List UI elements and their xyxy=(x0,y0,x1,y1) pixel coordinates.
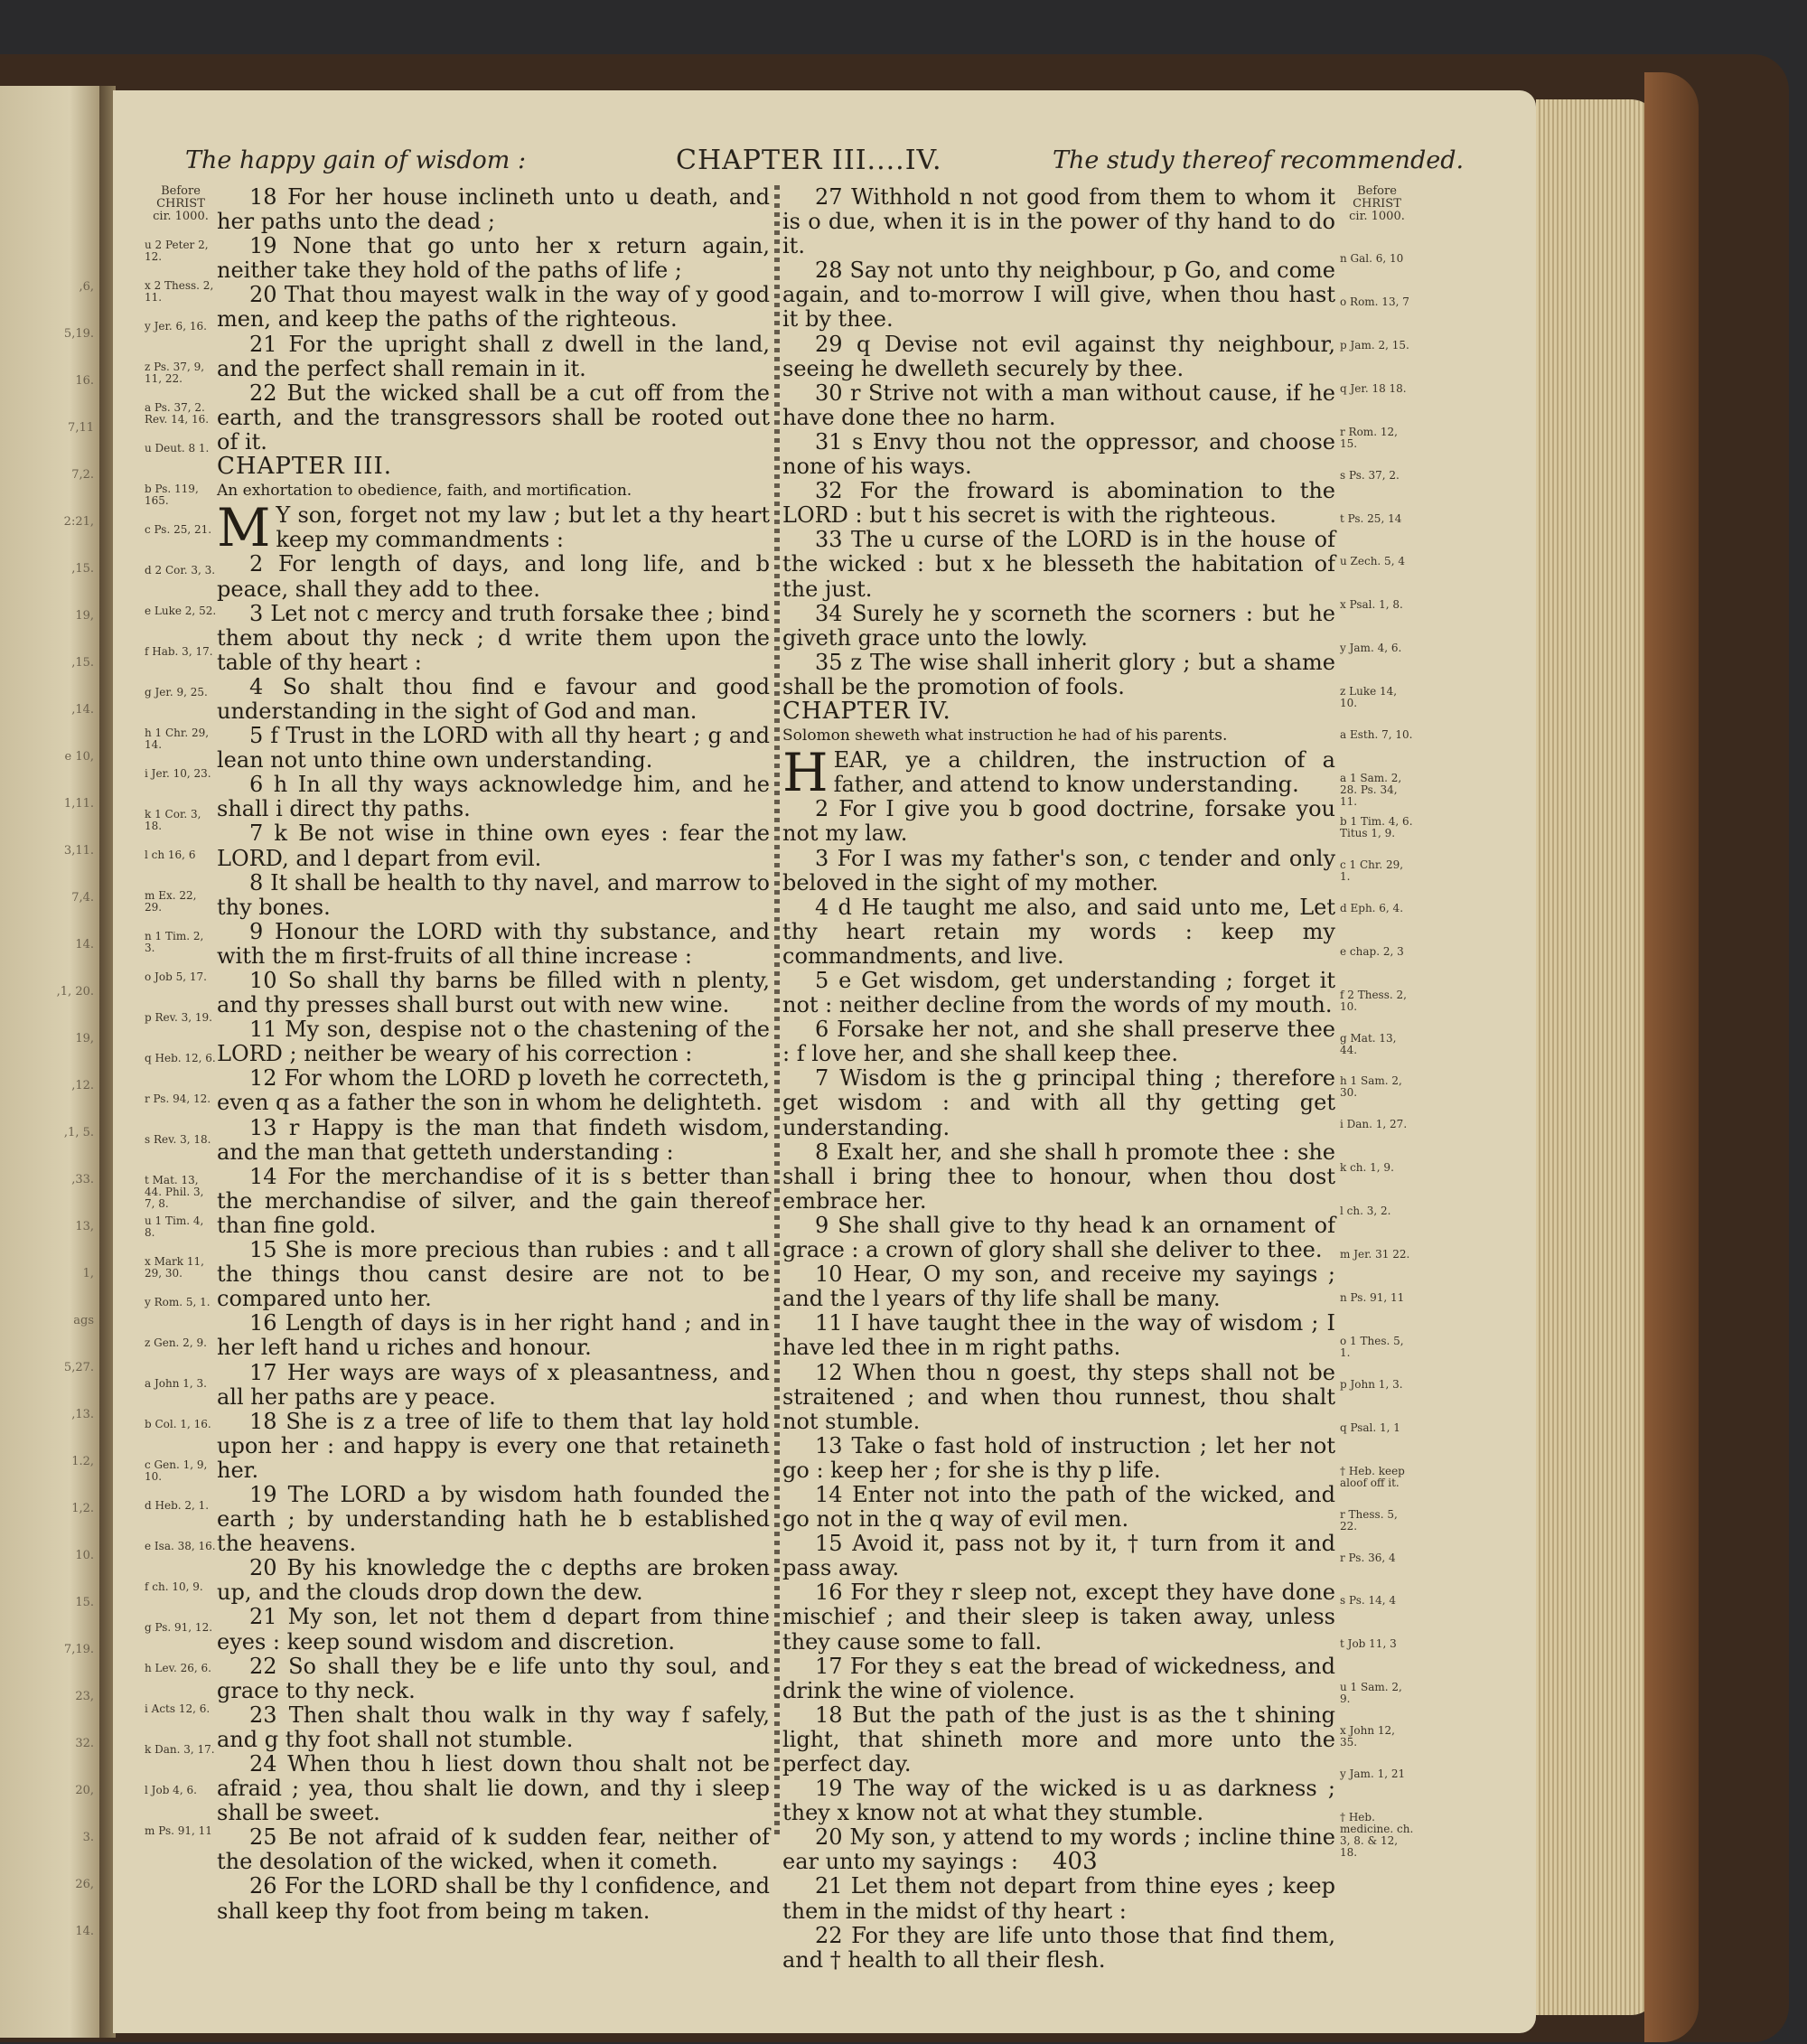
margin-reference: s Rev. 3, 18. xyxy=(145,1133,211,1146)
margin-reference: c Ps. 25, 21. xyxy=(145,523,212,536)
margin-reference: t Ps. 25, 14 xyxy=(1340,511,1402,525)
verse: 31 s Envy thou not the oppressor, and choose none of his ways. xyxy=(782,428,1335,480)
margin-reference: e Isa. 38, 16. xyxy=(145,1540,216,1552)
margin-reference: g Mat. 13, 44. xyxy=(1340,1031,1397,1056)
chapter-summary: An exhortation to obedience, faith, and mortification. xyxy=(217,482,632,501)
margin-reference: b 1 Tim. 4, 6. Titus 1, 9. xyxy=(1340,814,1413,839)
verse-text: EAR, ye a children, the instruction of a father, and attend to know understanding. xyxy=(833,747,1335,798)
verse: 3 Let not c mercy and truth forsake thee ; bind them about thy neck ; d write them upon the table of thy heart : xyxy=(217,600,770,675)
margin-reference: q Jer. 18 18. xyxy=(1340,381,1407,395)
chapter-title: CHAPTER IV. xyxy=(782,697,951,725)
left-page-edge-fragment: ,13. xyxy=(71,1408,94,1421)
verse: 18 For her house inclineth unto u death, and her paths unto the dead ; xyxy=(217,184,770,235)
before-christ-line: CHRIST xyxy=(156,197,205,211)
margin-reference: z Gen. 2, 9. xyxy=(145,1336,207,1349)
verse: 18 She is z a tree of life to them that lay hold upon her : and happy is every one that retaineth her. xyxy=(217,1408,770,1483)
margin-reference: r Rom. 12, 15. xyxy=(1340,425,1398,450)
verse-first xyxy=(217,497,770,559)
margin-reference: s Ps. 37, 2. xyxy=(1340,468,1400,482)
margin-notes-right xyxy=(1340,184,1414,1859)
left-page-edge-fragment: 7,11 xyxy=(68,421,94,435)
left-page-edge-fragment: ,33. xyxy=(71,1173,94,1186)
margin-reference: u 2 Peter 2, 12. xyxy=(145,239,209,263)
margin-reference: † Heb. medicine. ch. 3, 8. & 12, 18. xyxy=(1340,1811,1414,1859)
margin-reference: x 2 Thess. 2, 11. xyxy=(145,279,214,304)
left-page-edge-fragment: ,1, 20. xyxy=(56,985,94,999)
margin-reference: u Deut. 8 1. xyxy=(145,442,210,455)
left-page-edge-fragment: ,15. xyxy=(71,562,94,576)
margin-reference: i Jer. 10, 23. xyxy=(145,767,211,780)
left-page-edge-fragment: 1, xyxy=(82,1267,94,1280)
left-page-edge-fragment: 1.2, xyxy=(71,1455,94,1468)
left-page-edge-fragment: 5,27. xyxy=(63,1361,94,1374)
margin-reference: x Psal. 1, 8. xyxy=(1340,598,1403,612)
margin-reference: i Acts 12, 6. xyxy=(145,1702,211,1715)
left-page-edge-fragment: 7,19. xyxy=(63,1643,94,1656)
verse: 15 Avoid it, pass not by it, † turn from it and pass away. xyxy=(782,1531,1335,1581)
verse: 12 For whom the LORD p loveth he correcteth, even q as a father the son in whom he delighteth. xyxy=(217,1065,770,1116)
verse: 22 For they are life unto those that find them, and † health to all their flesh. xyxy=(782,1922,1335,1973)
margin-reference: s Ps. 14, 4 xyxy=(1340,1594,1397,1608)
margin-notes-left xyxy=(145,184,217,1837)
margin-reference: f 2 Thess. 2, 10. xyxy=(1340,988,1407,1013)
verse: 21 For the upright shall z dwell in the land, and the perfect shall remain in it. xyxy=(217,331,770,381)
before-christ-line: Before xyxy=(1357,184,1397,198)
verse: 2 For I give you b good doctrine, forsake you not my law. xyxy=(782,796,1335,847)
left-page-edge-fragment: 7,4. xyxy=(71,891,94,905)
verse: 10 Hear, O my son, and receive my sayings ; and the l years of thy life shall be many. xyxy=(782,1261,1335,1312)
left-page-edge-fragment: 7,2. xyxy=(71,468,94,482)
margin-reference: n Gal. 6, 10 xyxy=(1340,252,1404,265)
margin-reference: x Mark 11, 29, 30. xyxy=(145,1255,204,1280)
left-page-edge-fragment: 26, xyxy=(75,1878,94,1891)
margin-reference: y Jam. 1, 21 xyxy=(1340,1767,1406,1781)
margin-reference: c 1 Chr. 29, 1. xyxy=(1340,858,1404,883)
margin-reference: f ch. 10, 9. xyxy=(145,1580,203,1593)
margin-reference: y Jam. 4, 6. xyxy=(1340,642,1402,655)
margin-reference: n 1 Tim. 2, 3. xyxy=(145,930,204,954)
margin-reference: z Luke 14, 10. xyxy=(1340,685,1398,710)
verse: 18 But the path of the just is as the t shining light, that shineth more and more unto the perfect day. xyxy=(782,1702,1335,1777)
margin-reference: m Ps. 91, 11 xyxy=(145,1824,212,1837)
column-divider xyxy=(774,185,780,1839)
margin-reference: e chap. 2, 3 xyxy=(1340,944,1404,958)
page-edges xyxy=(1536,99,1658,2015)
margin-reference: f Hab. 3, 17. xyxy=(145,645,213,658)
verse: 7 Wisdom is the g principal thing ; therefore get wisdom : and with all thy getting get understanding. xyxy=(782,1065,1335,1140)
left-page-edge-fragment: 14. xyxy=(75,1925,94,1938)
margin-reference: a 1 Sam. 2, 28. Ps. 34, 11. xyxy=(1340,772,1402,808)
margin-reference: l ch. 3, 2. xyxy=(1340,1205,1391,1218)
verse: 9 Honour the LORD with thy substance, and with the m first-fruits of all thine increase : xyxy=(217,918,770,969)
verse: 10 So shall thy barns be filled with n plenty, and thy presses shall burst out with new wine. xyxy=(217,968,770,1018)
verse: 32 For the froward is abomination to the LORD : but t his secret is with the righteous. xyxy=(782,478,1335,529)
left-page-edge-fragment: 13, xyxy=(75,1220,94,1233)
verse: 14 Enter not into the path of the wicked, and go not in the q way of evil men. xyxy=(782,1481,1335,1533)
verse: 20 That thou mayest walk in the way of y good men, and keep the paths of the righteous. xyxy=(217,282,770,333)
verse: 26 For the LORD shall be thy l confidence, and shall keep thy foot from being m taken. xyxy=(217,1873,770,1924)
left-page-edge-fragment: ,15. xyxy=(71,656,94,670)
margin-reference: r Ps. 36, 4 xyxy=(1340,1551,1396,1564)
margin-reference: a Esth. 7, 10. xyxy=(1340,728,1413,742)
verse: 35 z The wise shall inherit glory ; but a shame shall be the promotion of fools. xyxy=(782,649,1335,699)
verse: 7 k Be not wise in thine own eyes : fear the LORD, and l depart from evil. xyxy=(217,820,770,871)
text-column-right xyxy=(782,185,1335,1973)
verse: 8 Exalt her, and she shall h promote thee : she shall i bring thee to honour, when thou dost embrace her. xyxy=(782,1139,1335,1214)
verse: 21 My son, let not them d depart from thine eyes : keep sound wisdom and discretion. xyxy=(217,1604,770,1655)
verse: 22 So shall they be e life unto thy soul, and grace to thy neck. xyxy=(217,1653,770,1703)
before-christ-note xyxy=(145,185,217,223)
margin-reference: o Rom. 13, 7 xyxy=(1340,295,1409,308)
verse: 13 Take o fast hold of instruction ; let her not go : keep her ; for she is thy p life. xyxy=(782,1432,1335,1483)
margin-reference: h 1 Sam. 2, 30. xyxy=(1340,1074,1402,1100)
verse: 33 The u curse of the LORD is in the house of the wicked : but x he blesseth the habitation of the just. xyxy=(782,527,1335,602)
left-page-edge-fragment: 2:21, xyxy=(63,515,94,529)
margin-reference: l Job 4, 6. xyxy=(145,1784,197,1796)
left-page-edge-fragment: e 10, xyxy=(64,750,94,764)
margin-reference: g Ps. 91, 12. xyxy=(145,1621,213,1634)
page-number: 403 xyxy=(1053,1848,1098,1875)
margin-reference: u 1 Sam. 2, 9. xyxy=(1340,1681,1402,1706)
before-christ-line: CHRIST xyxy=(1353,197,1401,211)
margin-reference: r Ps. 94, 12. xyxy=(145,1092,211,1105)
margin-reference: o Job 5, 17. xyxy=(145,970,207,983)
verse: 28 Say not unto thy neighbour, p Go, and come again, and to-morrow I will give, when thou hast it by thee. xyxy=(782,258,1335,333)
running-head-chapter: CHAPTER III....IV. xyxy=(676,145,942,176)
margin-reference: b Col. 1, 16. xyxy=(145,1418,211,1430)
margin-reference: x John 12, 35. xyxy=(1340,1724,1395,1749)
margin-reference: g Jer. 9, 25. xyxy=(145,686,208,699)
margin-reference: n Ps. 91, 11 xyxy=(1340,1291,1405,1304)
verse: 12 When thou n goest, thy steps shall not be straitened ; and when thou runnest, thou shalt not stumble. xyxy=(782,1359,1335,1434)
before-christ-line: cir. 1000. xyxy=(153,210,209,223)
margin-reference: k Dan. 3, 17. xyxy=(145,1743,215,1756)
margin-reference: b Ps. 119, 165. xyxy=(145,483,199,507)
verse: 11 I have taught thee in the way of wisdom ; I have led thee in m right paths. xyxy=(782,1310,1335,1361)
left-page-edge-fragment: 3,11. xyxy=(63,844,94,858)
margin-reference: u Zech. 5, 4 xyxy=(1340,555,1405,568)
verse: 11 My son, despise not o the chastening of the LORD ; neither be weary of his correction : xyxy=(217,1017,770,1067)
verse: 6 h In all thy ways acknowledge him, and he shall i direct thy paths. xyxy=(217,772,770,822)
margin-reference: e Luke 2, 52. xyxy=(145,605,217,617)
margin-reference: d 2 Cor. 3, 3. xyxy=(145,564,216,577)
margin-reference: z Ps. 37, 9, 11, 22. xyxy=(145,361,205,385)
left-page-edge-fragment: 16. xyxy=(75,374,94,388)
before-christ-line: cir. 1000. xyxy=(1349,210,1405,223)
margin-reference: r Thess. 5, 22. xyxy=(1340,1507,1398,1533)
margin-reference: u 1 Tim. 4, 8. xyxy=(145,1214,204,1239)
margin-reference: y Jer. 6, 16. xyxy=(145,320,207,333)
verse: 2 For length of days, and long life, and b peace, shall they add to thee. xyxy=(217,551,770,602)
margin-reference: p John 1, 3. xyxy=(1340,1377,1403,1391)
margin-reference: h 1 Chr. 29, 14. xyxy=(145,727,210,751)
margin-reference: o 1 Thes. 5, 1. xyxy=(1340,1334,1404,1359)
margin-reference: d Heb. 2, 1. xyxy=(145,1499,210,1512)
chapter-title: CHAPTER III. xyxy=(217,453,393,481)
margin-reference: t Job 11, 3 xyxy=(1340,1637,1397,1651)
running-head-left: The happy gain of wisdom : xyxy=(185,146,527,174)
verse: 19 The LORD a by wisdom hath founded the earth ; by understanding hath he b established the heavens. xyxy=(217,1481,770,1557)
verse: 16 Length of days is in her right hand ; and in her left hand u riches and honour. xyxy=(217,1310,770,1361)
margin-reference: p Jam. 2, 15. xyxy=(1340,338,1409,352)
margin-reference: k ch. 1, 9. xyxy=(1340,1161,1394,1175)
left-page-edge-fragment: ,1, 5. xyxy=(63,1126,94,1139)
verse: 19 None that go unto her x return again, neither take they hold of the paths of life ; xyxy=(217,233,770,284)
left-page-edge-fragment: ags xyxy=(73,1314,94,1327)
margin-reference: m Ex. 22, 29. xyxy=(145,889,197,914)
verse: 5 e Get wisdom, get understanding ; forget it not : neither decline from the words of my mouth. xyxy=(782,968,1335,1018)
running-head-right: The study thereof recommended. xyxy=(1053,146,1465,174)
margin-reference: d Eph. 6, 4. xyxy=(1340,901,1404,914)
before-christ-line: Before xyxy=(161,184,201,198)
verse: 24 When thou h liest down thou shalt not be afraid ; yea, thou shalt lie down, and thy i sleep shall be sweet. xyxy=(217,1751,770,1826)
margin-reference: l ch 16, 6 xyxy=(145,849,196,861)
margin-reference: m Jer. 31 22. xyxy=(1340,1248,1410,1261)
drop-capital: M xyxy=(217,497,271,559)
drop-capital: H xyxy=(782,742,829,804)
verse: 16 For they r sleep not, except they have done mischief ; and their sleep is taken away, unless they cause some to fall. xyxy=(782,1580,1335,1655)
verse: 4 So shalt thou find e favour and good understanding in the sight of God and man. xyxy=(217,673,770,724)
verse: 9 She shall give to thy head k an ornament of grace : a crown of glory shall she deliver to thee. xyxy=(782,1212,1335,1263)
verse: 25 Be not afraid of k sudden fear, neither of the desolation of the wicked, when it cometh. xyxy=(217,1824,770,1875)
verse-text: Y son, forget not my law ; but let a thy heart keep my commandments : xyxy=(276,502,770,553)
verse: 13 r Happy is the man that findeth wisdom, and the man that getteth understanding : xyxy=(217,1114,770,1165)
verse: 17 For they s eat the bread of wickedness, and drink the wine of violence. xyxy=(782,1653,1335,1703)
left-page-edge-fragment: 23, xyxy=(75,1690,94,1703)
verse: 22 But the wicked shall be a cut off from the earth, and the transgressors shall be rooted out of it. xyxy=(217,380,770,455)
verse: 6 Forsake her not, and she shall preserve thee : f love her, and she shall keep thee. xyxy=(782,1017,1335,1067)
verse: 29 q Devise not evil against thy neighbour, seeing he dwelleth securely by thee. xyxy=(782,331,1335,381)
verse: 17 Her ways are ways of x pleasantness, and all her paths are y peace. xyxy=(217,1359,770,1410)
verse: 20 By his knowledge the c depths are broken up, and the clouds drop down the dew. xyxy=(217,1555,770,1606)
verse: 19 The way of the wicked is u as darkness ; they x know not at what they stumble. xyxy=(782,1776,1335,1826)
verse: 15 She is more precious than rubies : and t all the things thou canst desire are not to be compared unto her. xyxy=(217,1237,770,1312)
margin-reference: † Heb. keep aloof off it. xyxy=(1340,1464,1405,1489)
verse: 23 Then shalt thou walk in thy way f safely, and g thy foot shall not stumble. xyxy=(217,1702,770,1752)
left-page-edge-fragment: 14. xyxy=(75,938,94,952)
margin-reference: a Ps. 37, 2. Rev. 14, 16. xyxy=(145,401,210,426)
margin-reference: k 1 Cor. 3, 18. xyxy=(145,808,201,832)
verse: 8 It shall be health to thy navel, and marrow to thy bones. xyxy=(217,869,770,920)
left-page-edge-fragment: 5,19. xyxy=(63,327,94,341)
verse: 4 d He taught me also, and said unto me, Let thy heart retain my words : keep my commandments, and live. xyxy=(782,894,1335,969)
left-page-edge-fragment: 32. xyxy=(75,1737,94,1750)
left-page-edge-fragment: 15. xyxy=(75,1596,94,1609)
margin-reference: y Rom. 5, 1. xyxy=(145,1296,211,1308)
before-christ-note xyxy=(1340,185,1414,223)
verse: 3 For I was my father's son, c tender and only beloved in the sight of my mother. xyxy=(782,845,1335,895)
left-page-edge-fragment: 19, xyxy=(75,1032,94,1045)
left-page-edge-fragment: 20, xyxy=(75,1784,94,1797)
chapter-summary: Solomon sheweth what instruction he had of his parents. xyxy=(782,727,1228,745)
verse: 5 f Trust in the LORD with all thy heart ; g and lean not unto thine own understanding. xyxy=(217,723,770,774)
verse: 14 For the merchandise of it is s better than the merchandise of silver, and the gain thereof than fine gold. xyxy=(217,1163,770,1238)
left-page-edge-fragment: 10. xyxy=(75,1549,94,1562)
book-cover-edge xyxy=(1644,72,1699,2042)
left-page-edge-fragment: 1,2. xyxy=(71,1502,94,1515)
margin-reference: i Dan. 1, 27. xyxy=(1340,1118,1408,1131)
margin-reference: t Mat. 13, 44. Phil. 3, 7, 8. xyxy=(145,1174,204,1210)
text-column-left xyxy=(217,185,770,1924)
left-page-edge-fragment: ,14. xyxy=(71,703,94,717)
verse-first xyxy=(782,742,1335,804)
margin-reference: c Gen. 1, 9, 10. xyxy=(145,1458,208,1483)
left-page xyxy=(0,86,99,2038)
margin-reference: q Psal. 1, 1 xyxy=(1340,1420,1400,1434)
margin-reference: a John 1, 3. xyxy=(145,1377,207,1390)
left-page-edge-fragment: ,12. xyxy=(71,1079,94,1092)
left-page-edge-fragment: 19, xyxy=(75,609,94,623)
verse: 21 Let them not depart from thine eyes ; keep them in the midst of thy heart : xyxy=(782,1873,1335,1924)
margin-reference: q Heb. 12, 6. xyxy=(145,1052,216,1064)
left-page-edge-fragment: ,6, xyxy=(79,280,94,294)
margin-reference: h Lev. 26, 6. xyxy=(145,1662,211,1674)
verse: 20 My son, y attend to my words ; incline thine ear unto my sayings : xyxy=(782,1824,1335,1875)
margin-reference: p Rev. 3, 19. xyxy=(145,1011,212,1024)
verse: 27 Withhold n not good from them to whom it is o due, when it is in the power of thy hand to do it. xyxy=(782,184,1335,259)
verse: 34 Surely he y scorneth the scorners : but he giveth grace unto the lowly. xyxy=(782,600,1335,651)
left-page-edge-fragment: 1,11. xyxy=(63,797,94,811)
verse: 30 r Strive not with a man without cause, if he have done thee no harm. xyxy=(782,380,1335,430)
left-page-edge-fragment: 3. xyxy=(82,1831,94,1844)
